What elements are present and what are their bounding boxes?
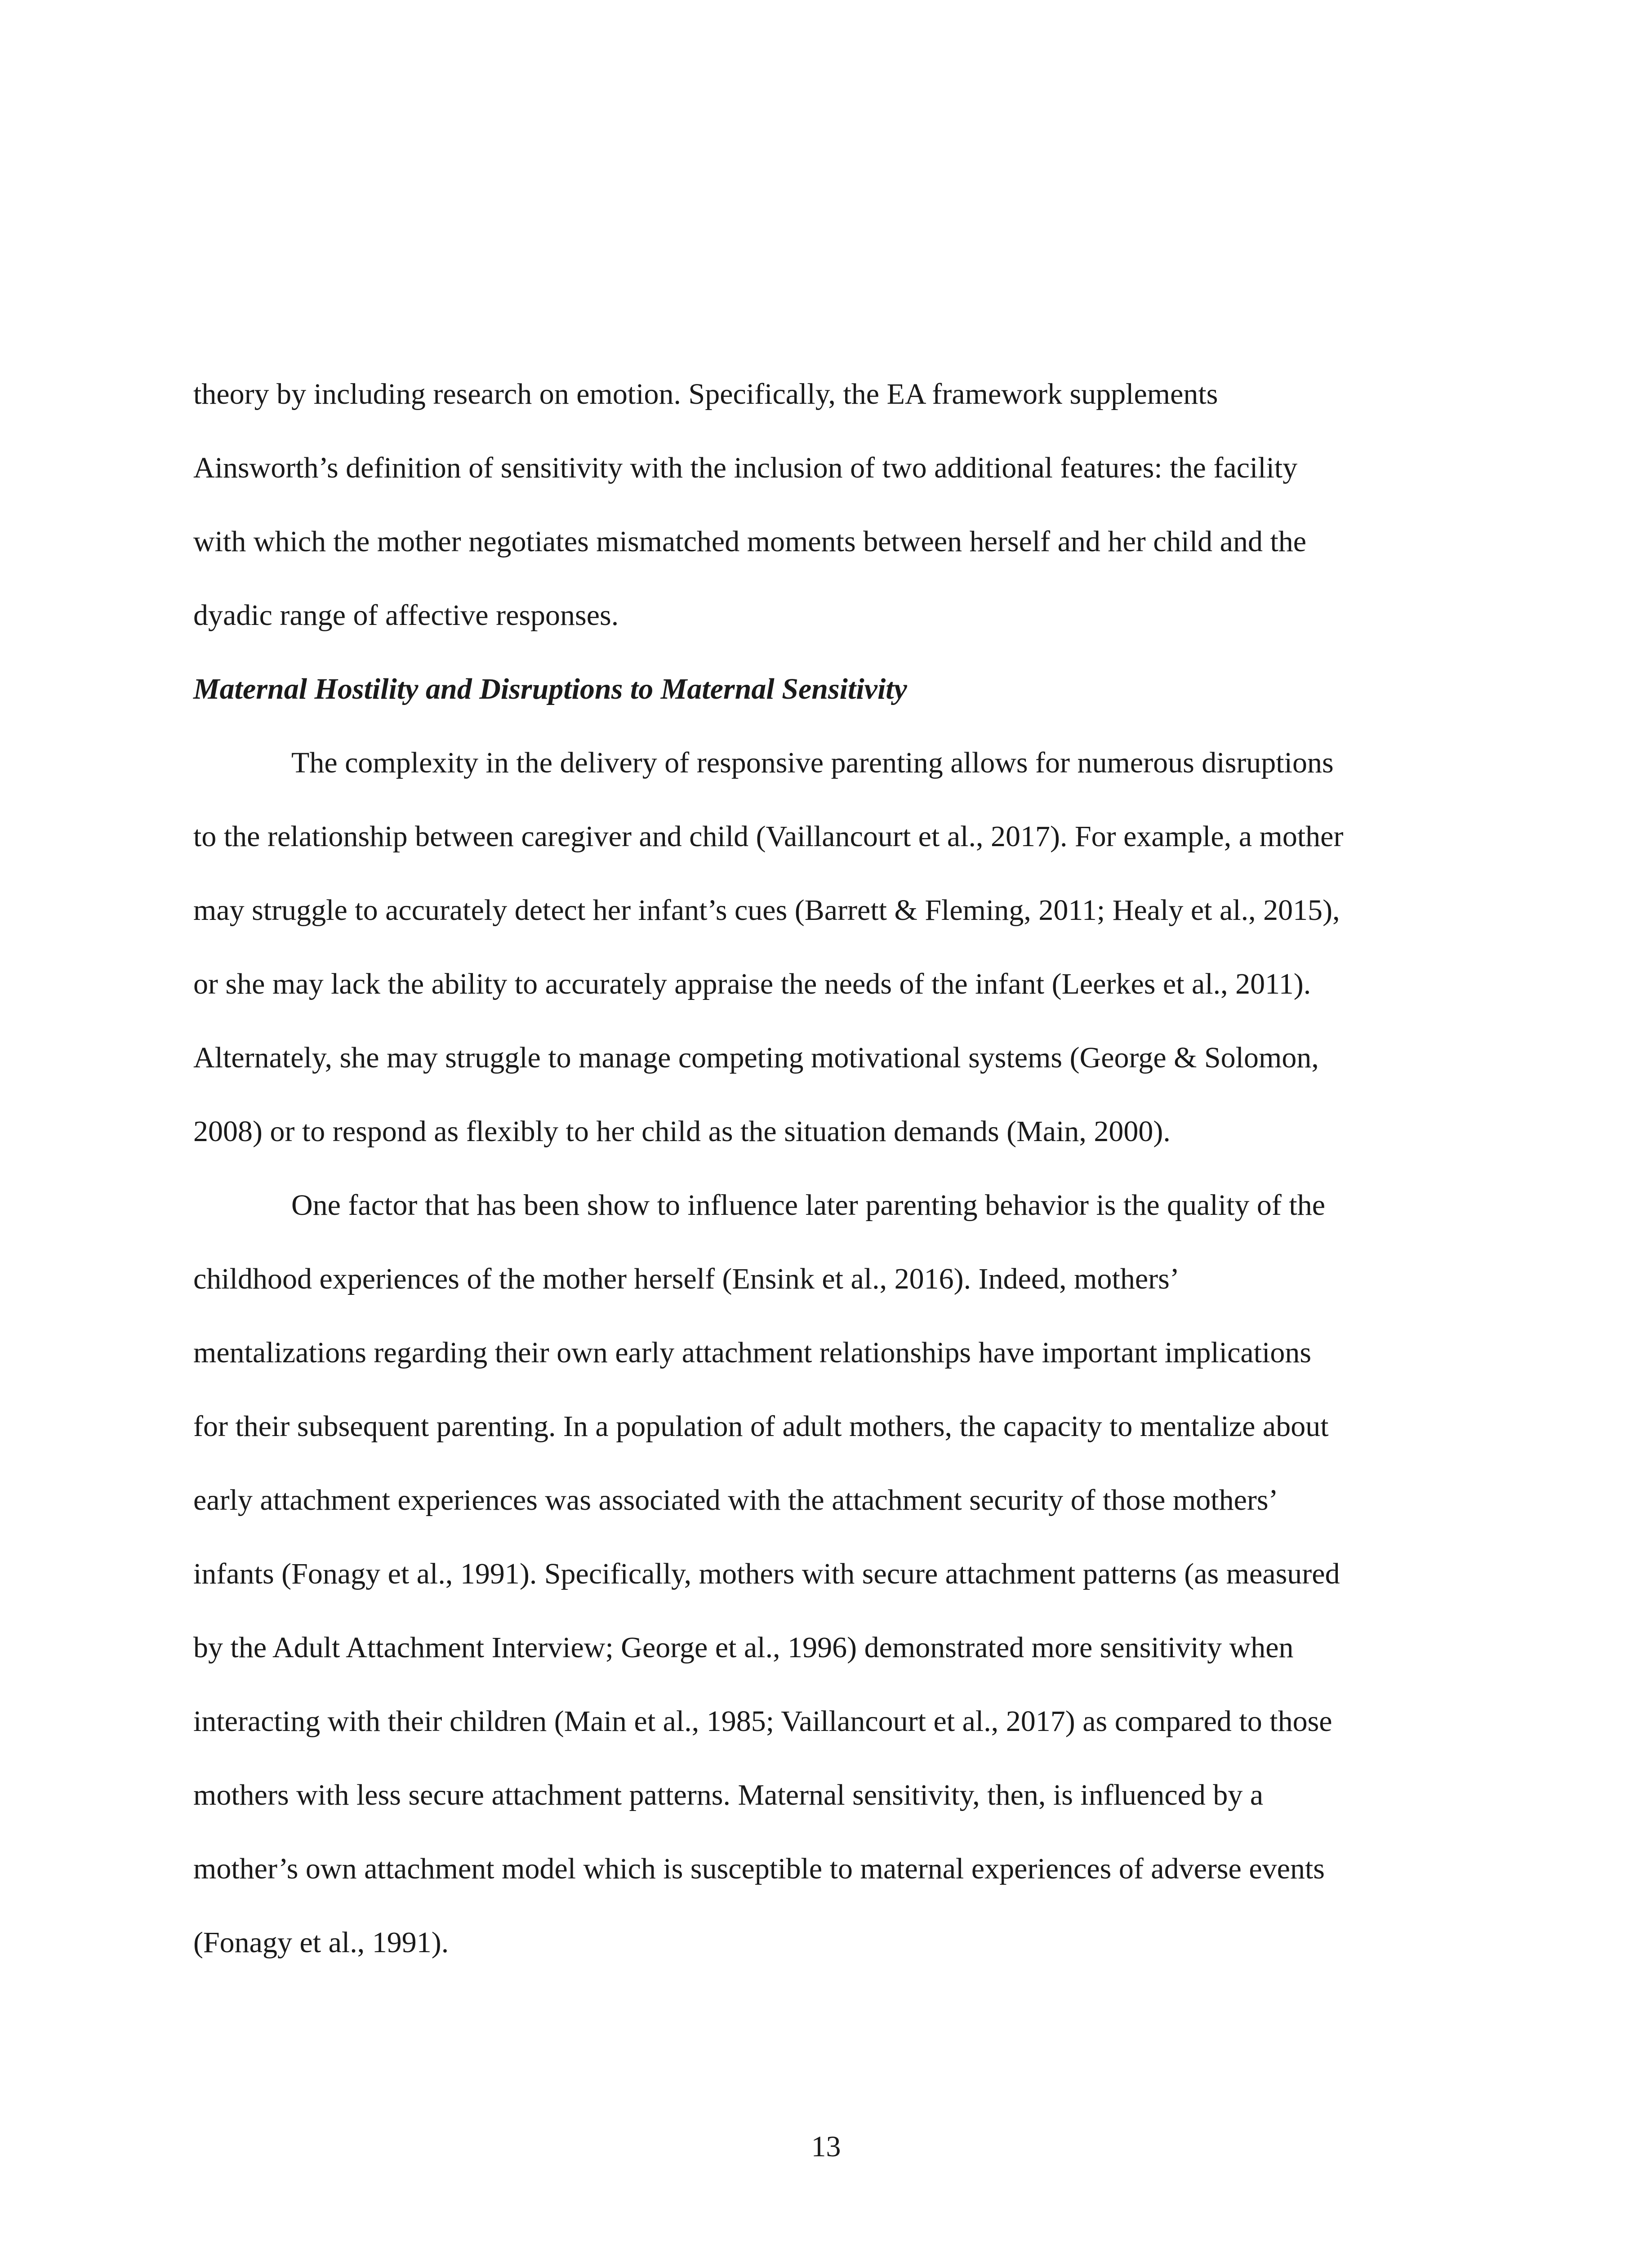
text-line: Alternately, she may struggle to manage competing motivational systems (George & Solomon,	[193, 1041, 1319, 1074]
text-line: may struggle to accurately detect her infant’s cues (Barrett & Fleming, 2011; Healy et al., 2015),	[193, 894, 1340, 927]
text-line: for their subsequent parenting. In a population of adult mothers, the capacity to mentalize about	[193, 1410, 1329, 1443]
text-line: interacting with their children (Main et al., 1985; Vaillancourt et al., 2017) as compared to those	[193, 1705, 1332, 1738]
text-line: 2008) or to respond as flexibly to her child as the situation demands (Main, 2000).	[193, 1115, 1171, 1148]
text-line: theory by including research on emotion. Specifically, the EA framework supplements	[193, 378, 1218, 410]
text-line: The complexity in the delivery of responsive parenting allows for numerous disruptions	[291, 746, 1334, 779]
text-line: by the Adult Attachment Interview; George et al., 1996) demonstrated more sensitivity when	[193, 1631, 1294, 1664]
text-line: mentalizations regarding their own early attachment relationships have important implications	[193, 1336, 1312, 1369]
text-line: infants (Fonagy et al., 1991). Specifically, mothers with secure attachment patterns (as measured	[193, 1557, 1340, 1590]
text-line: mother’s own attachment model which is susceptible to maternal experiences of adverse events	[193, 1852, 1325, 1885]
page-number: 13	[811, 2130, 841, 2163]
text-line: Ainsworth’s definition of sensitivity with the inclusion of two additional features: the facility	[193, 451, 1298, 484]
text-line: with which the mother negotiates mismatched moments between herself and her child and the	[193, 525, 1307, 558]
text-line: early attachment experiences was associated with the attachment security of those mothers’	[193, 1484, 1278, 1517]
text-line: dyadic range of affective responses.	[193, 599, 619, 632]
text-line: or she may lack the ability to accurately appraise the needs of the infant (Leerkes et al., 2011).	[193, 968, 1311, 1000]
text-line: (Fonagy et al., 1991).	[193, 1926, 449, 1959]
text-line: to the relationship between caregiver and child (Vaillancourt et al., 2017). For example, a mother	[193, 820, 1344, 853]
section-heading: Maternal Hostility and Disruptions to Maternal Sensitivity	[193, 673, 907, 705]
body-text	[193, 357, 1459, 1980]
text-line: childhood experiences of the mother herself (Ensink et al., 2016). Indeed, mothers’	[193, 1262, 1180, 1295]
text-line: One factor that has been show to influence later parenting behavior is the quality of the	[291, 1189, 1326, 1222]
text-line: mothers with less secure attachment patterns. Maternal sensitivity, then, is influenced by a	[193, 1779, 1264, 1811]
